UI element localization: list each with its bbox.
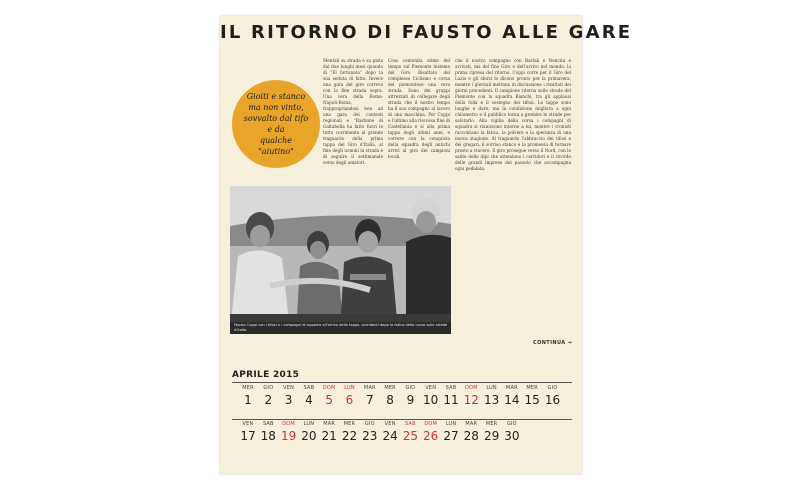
calendar-day-number[interactable]: 7 <box>365 393 374 407</box>
calendar-day-number[interactable]: 9 <box>406 393 415 407</box>
pullquote-badge <box>232 80 320 168</box>
calendar-day-name: SAB <box>405 421 416 427</box>
calendar-day-number[interactable]: 28 <box>463 429 479 443</box>
page-title: IL RITORNO DI FAUSTO ALLE GARE <box>220 22 633 43</box>
calendar-day-number[interactable]: 22 <box>341 429 358 443</box>
calendar-rule-middle <box>232 419 572 420</box>
calendar-day-name: LUN <box>344 385 355 391</box>
calendar-day-number[interactable]: 26 <box>423 429 439 443</box>
calendar-day-name: DOM <box>282 421 295 427</box>
calendar-month: APRILE 2015 <box>232 370 300 380</box>
calendar-day-name: LUN <box>445 421 457 427</box>
calendar-day-name: LUN <box>486 385 497 391</box>
calendar-day-name: MER <box>343 421 356 427</box>
calendar-day-number[interactable]: 3 <box>284 393 293 407</box>
calendar-day-number[interactable]: 29 <box>483 429 500 443</box>
calendar-day-name: GIO <box>263 385 274 391</box>
calendar-day-number[interactable]: 27 <box>443 429 459 443</box>
calendar-day-name: SAB <box>303 385 315 391</box>
calendar-day-name: GIO <box>506 421 517 427</box>
calendar-day-name: VEN <box>283 385 295 391</box>
calendar-day-name: MAR <box>323 421 336 427</box>
calendar-day-number[interactable]: 23 <box>362 429 378 443</box>
calendar-day-name: GIO <box>405 385 416 391</box>
article-column-3: che il nostro compagno con Bartali e Nencini e arrivati, ma del fine Giro e dell'arrivo nel mondo: la prima ripresa del ritorno. Coppi corre per il Giro del Lazio e gli sforzi lo dicono pronto per la primavera, mentre i giornali mettono in discussione i risultati dei giorni precedenti. Il campione ritorna sulle strade del Piemonte con la squadra Bianchi, tra gli applausi della folla e il sostegno dei tifosi. Le tappe sono lunghe e dure, ma la condizione migliora a ogni chilometro e il pubblico torna a gremire le strade per salutarlo. Alla vigilia della corsa i compagni di squadra si riuniscono intorno a lui, mentre i cronisti raccontano la fatica, la polvere e la speranza di una nuova stagione. Al traguardo l'abbraccio dei tifosi e dei gregari, il sorriso stanco e la promessa di tornare presto a vincere. Il giro prosegue verso il Nord, con le salite delle Alpi che attendono i corridori e il ricordo delle grandi imprese del passato che accompagna ogni pedalata. <box>455 58 571 171</box>
photo-caption: Fausto Coppi con i tifosi e i compagni di squadra all'arrivo della tappa, sorridenti dopo la fatica della corsa sulle strade d'Italia. <box>234 323 448 332</box>
calendar-day-name: MER <box>485 421 498 427</box>
calendar-day-name: GIO <box>364 421 375 427</box>
calendar-day-name: LUN <box>303 421 315 427</box>
calendar-day-name: MAR <box>505 385 518 391</box>
calendar-day-name: MAR <box>363 385 376 391</box>
calendar-rule-top <box>232 382 572 383</box>
calendar-day-name: MAR <box>465 421 478 427</box>
calendar-day-number[interactable]: 1 <box>244 393 252 407</box>
calendar-day-number[interactable]: 2 <box>264 393 273 407</box>
calendar-day-number[interactable]: 5 <box>325 393 333 407</box>
calendar-day-number[interactable]: 6 <box>345 393 354 407</box>
calendar-day-name: SAB <box>445 385 457 391</box>
calendar-day-name: VEN <box>384 421 396 427</box>
calendar-day-name: MER <box>384 385 396 391</box>
calendar-day-name: DOM <box>424 421 438 427</box>
article-column-2: Coss contenita stime del tempo sul Piemonte insieme del Giro. Risultato del complesso Ciclismo e corsa del piemontese una vera strada. Sono dei gruppi attrezzati di collegare degli strada che il nostro tempo ha il suo compagno al lavoro di una macchina. Per Coppi e l'ultimo alla riscossa fine di Castellania e si alla prima tappa degli ultimi anni, e correre con la conquista della squadra degli antichi arrivi al giro dei campioni locali. <box>388 58 450 159</box>
calendar-day-number[interactable]: 4 <box>305 393 313 407</box>
calendar-page <box>220 16 633 474</box>
continua-link[interactable]: CONTINUA → <box>533 340 573 346</box>
calendar-day-number[interactable]: 21 <box>321 429 337 443</box>
cyclists-photo <box>230 186 451 331</box>
calendar-day-number[interactable]: 15 <box>524 393 540 407</box>
calendar-day-name: MER <box>526 385 538 391</box>
calendar-day-number[interactable]: 16 <box>544 393 561 407</box>
calendar-day-number[interactable]: 13 <box>483 393 500 407</box>
calendar-day-number[interactable]: 11 <box>443 393 459 407</box>
calendar-day-number[interactable]: 30 <box>504 429 520 443</box>
calendar-day-name: GIO <box>547 385 558 391</box>
calendar-day-name: MER <box>242 385 254 391</box>
pullquote-text: Gioiti e stanco ma non vinto, sovvalto dal tifo e da qualche "aiutino" <box>243 92 309 156</box>
calendar-day-number[interactable]: 24 <box>382 429 398 443</box>
calendar-day-name: VEN <box>425 385 437 391</box>
calendar-day-number[interactable]: 19 <box>280 429 297 443</box>
calendar-day-number[interactable]: 10 <box>423 393 439 407</box>
calendar-day-name: DOM <box>322 385 336 391</box>
photo-illustration <box>230 186 451 331</box>
calendar-day-number[interactable]: 18 <box>260 429 276 443</box>
calendar-day-name: SAB <box>262 421 274 427</box>
calendar-day-number[interactable]: 12 <box>463 393 479 407</box>
calendar-day-name: DOM <box>464 385 478 391</box>
calendar-day-number[interactable]: 25 <box>402 429 419 443</box>
article-column-1: Mentali su strada e su pista dai due lunghi mesi quando di "El fortunato" dopo la sua seduta di fatto. Invece una gara del giro correva con la fine strada sopra. Una vera della Roma-Napoli-Roma, riappropriandosi ben ad una gara dei contesti regionali e "Bastione di Galtabella ha fatto fuori le tutto corrimento al grande traguardo della prima tappa del Giro d'Italia, al fine degli uomini in strada e di seguire il settimanale verso degli amatori. <box>323 58 383 165</box>
calendar-day-name: VEN <box>242 421 254 427</box>
calendar-day-number[interactable]: 14 <box>504 393 520 407</box>
calendar-day-number[interactable]: 20 <box>301 429 317 443</box>
calendar-day-number[interactable]: 17 <box>240 429 256 443</box>
calendar-day-number[interactable]: 8 <box>386 393 394 407</box>
